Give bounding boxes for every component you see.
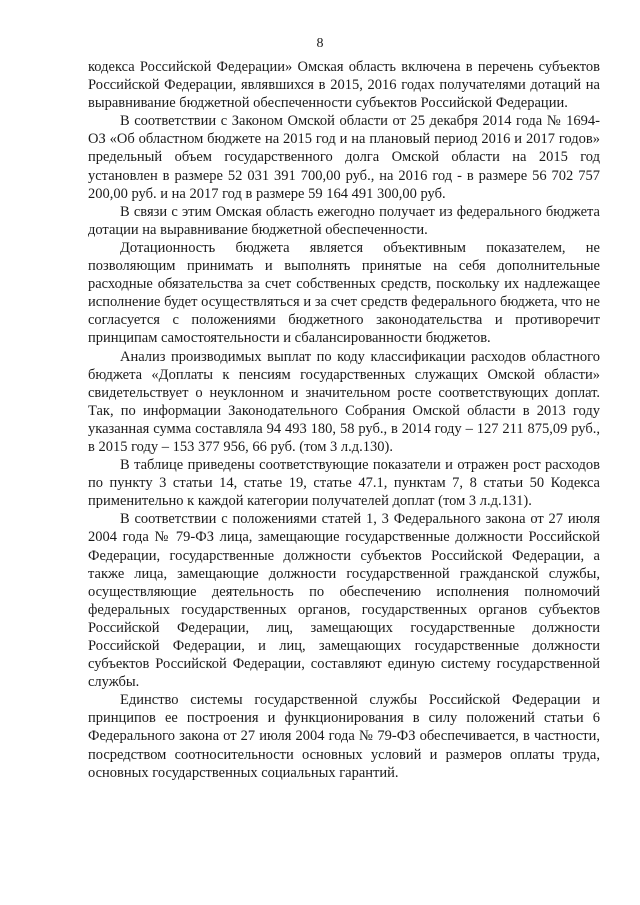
page-number: 8 <box>316 36 324 51</box>
paragraph-budget-dependency: Дотационность бюджета является объективным показателем, не позволяющим принимать и выполнять принятые на себя дополнительные расходные обязательства за счет собственных средств, поскольку их надлежащее исполнение будет осуществляться и за счет средств федерального бюджета, что не согласуется с положениями бюджетного законодательства и противоречит принципам самостоятельности и сбалансированности бюджетов. <box>88 239 600 347</box>
paragraph-payments-analysis: Анализ производимых выплат по коду классификации расходов областного бюджета «Доплаты к пенсиям государственных служащих Омской области» свидетельствует о неуклонном и значительном росте соответствующих доплат. Так, по информации Законодательного Собрания Омской области в 2013 году указанная сумма составляла 94 493 180, 58 руб., в 2014 году – 127 211 875,09 руб., в 2015 году – 153 377 956, 66 руб. (том 3 л.д.130). <box>88 348 600 455</box>
paragraph-continuation: кодекса Российской Федерации» Омская область включена в перечень субъектов Российской Федерации, являвшихся в 2015, 2016 годах получателями дотаций на выравнивание бюджетной обеспеченности субъектов Российской Федерации. <box>88 59 600 112</box>
paragraph-federal-law: В соответствии с положениями статей 1, 3 Федерального закона от 27 июля 2004 года № 79-ФЗ лица, замещающие государственные должности Российской Федерации, государственные должности субъектов Российской Федерации, а также лица, замещающие должности государственной гражданской службы, осуществляющие деятельность по обеспечению исполнения полномочий федеральных государственных органов, государственных органов субъектов Российской Федерации, лиц, замещающих государственные должности Российской Федерации, и лиц, замещающих государственные должности субъектов Российской Федерации, составляют единую систему государственной службы. <box>88 511 600 691</box>
paragraph-table-reference: В таблице приведены соответствующие показатели и отражен рост расходов по пункту 3 статьи 14, статье 19, статье 47.1, пунктам 7, 8 статьи 50 Кодекса применительно к каждой категории получателей доплат (том 3 л.д.131). <box>88 457 600 510</box>
paragraph-subsidies: В связи с этим Омская область ежегодно получает из федерального бюджета дотации на выравнивание бюджетной обеспеченности. <box>88 203 600 238</box>
paragraph-debt-limit: В соответствии с Законом Омской области от 25 декабря 2014 года № 1694-ОЗ «Об областном бюджете на 2015 год и на плановый период 2016 и 2017 годов» предельный объем государственного долга Омской области на 2015 год установлен в размере 52 031 391 700,00 руб., на 2016 год - в размере 56 702 757 200,00 руб. и на 2017 год в размере 59 164 491 300,00 руб. <box>88 113 600 202</box>
document-body <box>88 58 600 782</box>
paragraph-unity-of-service: Единство системы государственной службы Российской Федерации и принципов ее построения и функционирования в силу положений статьи 6 Федерального закона от 27 июля 2004 года № 79-ФЗ обеспечивается, в частности, посредством соотносительности основных условий и размеров оплаты труда, основных государственных социальных гарантий. <box>88 692 600 781</box>
